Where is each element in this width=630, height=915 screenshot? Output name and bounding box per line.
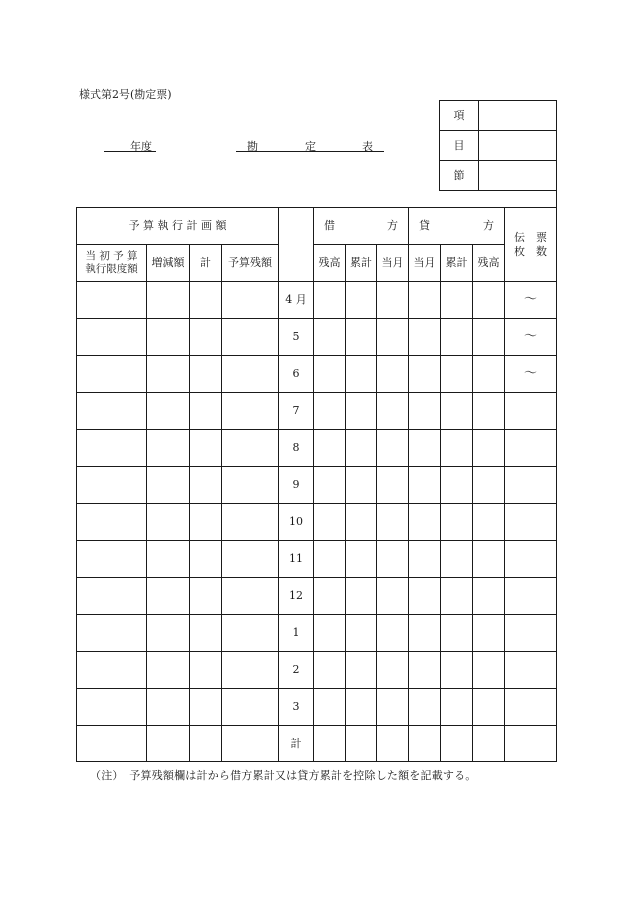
- debit-header: [314, 208, 408, 244]
- month-label: 1: [292, 626, 300, 640]
- month-label: 5: [292, 330, 300, 344]
- col-initial-limit: 当 初 予 算 執行限度額: [85, 249, 138, 275]
- month-label: 10: [289, 515, 303, 529]
- side-label-setsu: 節: [453, 168, 465, 182]
- month-label: 6: [292, 367, 300, 381]
- debit-col-balance: 残高: [318, 256, 341, 270]
- slip-range-mark: 〜: [523, 365, 537, 381]
- col-total: 計: [200, 256, 211, 270]
- col-remaining: 予算残額: [228, 256, 272, 270]
- credit-col-balance: 残高: [477, 256, 500, 270]
- credit-header: [409, 208, 504, 244]
- debit-right: 方: [387, 219, 398, 233]
- slip-range-mark: 〜: [523, 291, 537, 307]
- month-label: 3: [292, 700, 300, 714]
- month-label: 9: [292, 478, 300, 492]
- month-label: 4 月: [285, 293, 307, 307]
- col-change: 増減額: [151, 256, 185, 270]
- month-label: 2: [292, 663, 300, 677]
- footnote: （注） 予算残額欄は計から借方累計又は貸方累計を控除した額を記載する。: [90, 769, 477, 782]
- fiscal-year-label: 年度: [130, 140, 152, 153]
- credit-col-cumulative: 累計: [445, 256, 468, 270]
- month-label: 8: [292, 441, 300, 455]
- credit-right: 方: [483, 219, 494, 233]
- month-label: 12: [289, 589, 303, 603]
- credit-col-month: 当月: [413, 256, 436, 270]
- budget-group-header: 予 算 執 行 計 画 額: [128, 219, 227, 233]
- side-label-kou: 項: [453, 108, 465, 122]
- debit-col-cumulative: 累計: [350, 256, 372, 270]
- month-label: 11: [289, 552, 303, 566]
- slip-count-header: 伝 票 枚 数: [514, 230, 547, 258]
- title-char-1: 勘: [247, 140, 258, 153]
- side-label-moku: 目: [453, 138, 465, 152]
- month-label: 7: [292, 404, 300, 418]
- main-table-outline: [77, 208, 557, 762]
- debit-col-month: 当月: [381, 256, 404, 270]
- title-char-2: 定: [305, 140, 316, 153]
- form-label: 様式第2号(勘定票): [79, 88, 172, 101]
- debit-left: 借: [324, 219, 335, 233]
- slip-range-mark: 〜: [523, 328, 537, 344]
- credit-left: 貸: [419, 219, 430, 233]
- month-label: 計: [290, 737, 302, 751]
- title-char-3: 表: [362, 140, 373, 153]
